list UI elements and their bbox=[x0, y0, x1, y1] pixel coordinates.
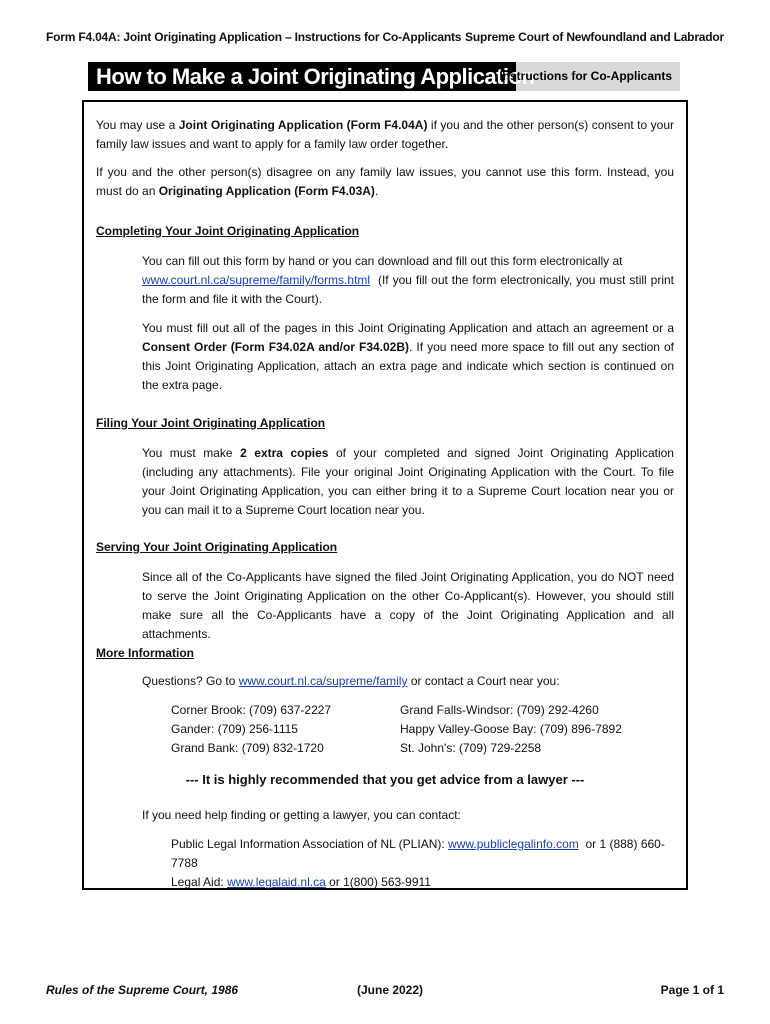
court-contact: Grand Falls-Windsor: (709) 292-4260 bbox=[400, 703, 599, 717]
court-contact: Happy Valley-Goose Bay: (709) 896-7892 bbox=[400, 722, 622, 736]
court-contact: Grand Bank: (709) 832-1720 bbox=[171, 741, 324, 755]
plian-link[interactable]: www.publiclegalinfo.com bbox=[448, 837, 579, 851]
more-info-heading: More Information bbox=[96, 646, 194, 660]
lawyer-help-section bbox=[96, 806, 674, 892]
serving-paragraph: Since all of the Co-Applicants have signed the filed Joint Originating Application, you do NOT need to serve the Joint Originating Application on the other Co-Applicant(s). However, you should still make sure all the Co-Applicants have a copy of the Joint Originating Application and all attachments. bbox=[142, 570, 674, 641]
plian-contact: Public Legal Information Association of NL (PLIAN): www.publiclegalinfo.com or 1 (888) 660-7788 bbox=[171, 837, 665, 870]
filing-paragraph: You must make 2 extra copies of your completed and signed Joint Originating Application (including any attachments). File your original Joint Originating Application with the Court. To file your Joint Originating Application, you can either bring it to a Supreme Court location near you or you can mail it to a Supreme Court location near you. bbox=[142, 446, 674, 517]
court-contact: St. John's: (709) 729-2258 bbox=[400, 741, 542, 755]
court-name-header: Supreme Court of Newfoundland and Labrador bbox=[465, 30, 724, 44]
questions-line: Questions? Go to www.court.nl.ca/supreme/family or contact a Court near you: bbox=[142, 674, 560, 688]
lawyer-recommendation: --- It is highly recommended that you get advice from a lawyer --- bbox=[185, 772, 585, 787]
court-contact: Corner Brook: (709) 637-2227 bbox=[171, 703, 332, 717]
legal-aid-contact: Legal Aid: www.legalaid.nl.ca or 1(800) 563-9911 bbox=[171, 875, 431, 889]
completing-paragraph-2: You must fill out all of the pages in this Joint Originating Application and attach an agreement or a Consent Order (Form F34.02A and/or F34.02B). If you need more space to fill out any section of this Joint Originating Application, attach an extra page and indicate which section is continued on the extra page. bbox=[142, 321, 674, 392]
intro-paragraph-1: You may use a Joint Originating Application (Form F4.04A) if you and the other person(s) consent to your family law issues and want to apply for a family law order together. bbox=[96, 118, 674, 151]
filing-heading: Filing Your Joint Originating Application bbox=[96, 416, 326, 430]
serving-section bbox=[96, 538, 674, 644]
legal-aid-link[interactable]: www.legalaid.nl.ca bbox=[227, 875, 326, 889]
page-subtitle: Instructions for Co-Applicants bbox=[499, 69, 672, 83]
serving-heading: Serving Your Joint Originating Application bbox=[96, 540, 338, 554]
title-bar bbox=[88, 62, 680, 91]
lawyer-intro: If you need help finding or getting a lawyer, you can contact: bbox=[142, 808, 461, 822]
intro-section bbox=[96, 116, 674, 201]
completing-paragraph-1: You can fill out this form by hand or you can download and fill out this form electronically at www.court.nl.ca/supreme/family/forms.html (If you fill out the form electronically, you must still print the form and file it with the Court). bbox=[142, 254, 674, 306]
footer-date: (June 2022) bbox=[357, 983, 424, 997]
family-court-link[interactable]: www.court.nl.ca/supreme/family bbox=[238, 674, 408, 688]
intro-paragraph-2: If you and the other person(s) disagree on any family law issues, you cannot use this form. Instead, you must do an Originating Application (Form F4.03A). bbox=[96, 165, 674, 198]
filing-section bbox=[96, 414, 674, 520]
completing-heading: Completing Your Joint Originating Application bbox=[96, 224, 360, 238]
more-info-section bbox=[96, 644, 674, 691]
page-number: Page 1 of 1 bbox=[660, 983, 724, 997]
footer-rules: Rules of the Supreme Court, 1986 bbox=[46, 983, 239, 997]
completing-section bbox=[96, 222, 674, 395]
page-title: How to Make a Joint Originating Application bbox=[88, 62, 516, 91]
forms-link[interactable]: www.court.nl.ca/supreme/family/forms.html bbox=[142, 273, 371, 287]
form-header-title: Form F4.04A: Joint Originating Application – Instructions for Co-Applicants bbox=[46, 30, 462, 44]
court-contact: Gander: (709) 256-1115 bbox=[171, 722, 298, 736]
